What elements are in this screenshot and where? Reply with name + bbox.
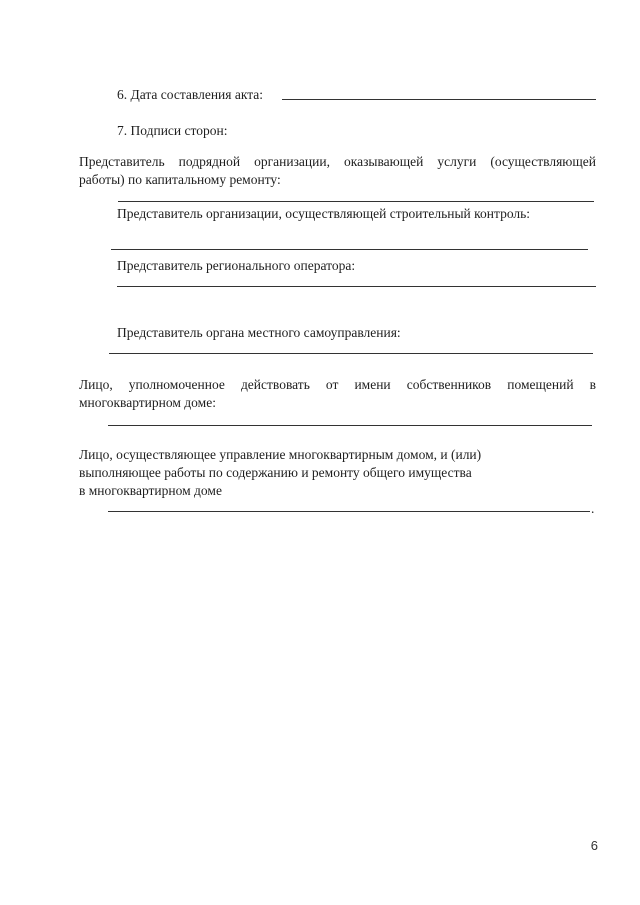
regional-operator-rep-label: Представитель регионального оператора: (117, 258, 356, 273)
management-rep-label-line2: выполняющее работы по содержанию и ремонту общего имущества (79, 465, 472, 480)
contractor-rep-signature-line (118, 201, 594, 202)
construction-control-rep-label: Представитель организации, осуществляющей строительный контроль: (117, 206, 531, 221)
owners-rep-label-line2: многоквартирном доме: (79, 395, 216, 410)
construction-control-signature-line (111, 249, 588, 250)
owners-rep-signature-line (108, 425, 592, 426)
management-line-period: . (591, 501, 595, 516)
act-date-line (282, 99, 596, 100)
contractor-rep-label-line2: работы) по капитальному ремонту: (79, 172, 281, 187)
local-government-rep-label: Представитель органа местного самоуправления: (117, 325, 401, 340)
contractor-rep-label-line1: Представитель подрядной организации, оказывающей услуги (осуществляющей (79, 154, 596, 169)
management-rep-signature-line (108, 511, 590, 512)
owners-rep-label-line1: Лицо, уполномоченное действовать от имени собственников помещений в (79, 377, 596, 392)
management-rep-label-line3: в многоквартирном доме (79, 483, 222, 498)
page-number: 6 (590, 838, 598, 853)
signatures-heading: 7. Подписи сторон: (117, 123, 228, 138)
regional-operator-signature-line (117, 286, 596, 287)
local-government-signature-line (109, 353, 593, 354)
act-date-label: 6. Дата составления акта: (117, 87, 264, 102)
management-rep-label-line1: Лицо, осуществляющее управление многоквартирным домом, и (или) (79, 447, 482, 462)
